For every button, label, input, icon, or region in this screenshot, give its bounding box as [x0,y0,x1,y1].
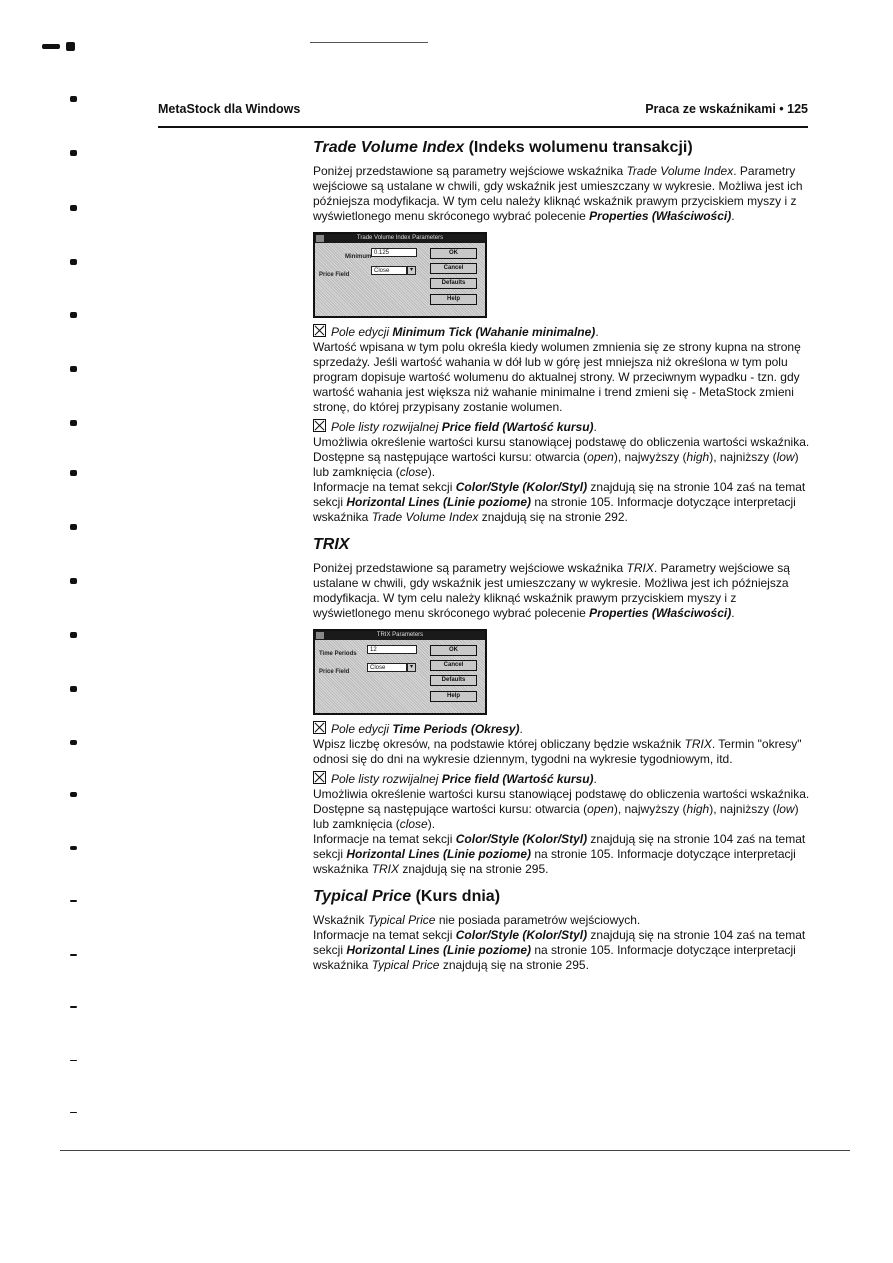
paragraph: Poniżej przedstawione są parametry wejściowe wskaźnika TRIX. Parametry wejściowe są ustalane w chwili, gdy wskaźnik jest umieszczany w wykresie. Możliwa jest ich późniejsza modyfikacja. W tym celu należy kliknąć wskaźnik prawym przyciskiem myszy i z wyświetlonego menu skróconego wybrać polecenie Properties (Właściwości). [313,561,790,620]
help-button[interactable]: Help [430,691,477,702]
scan-rule-bottom [60,1150,850,1151]
header-rule [158,126,808,128]
paragraph: Informacje na temat sekcji Color/Style (Kolor/Styl) znajdują się na stronie 104 zaś na temat sekcji Horizontal Lines (Linie poziome) na stronie 105. Informacje dotyczące interpretacji wskaźnika Typical Price znajdują się na stronie 295. [313,928,806,972]
chevron-down-icon[interactable]: ▾ [407,663,416,672]
time-periods-input[interactable]: 12 [367,645,417,654]
system-menu-icon [316,632,324,639]
field-heading-price-field: Pole listy rozwijalnej Price field (Wartość kursu). [313,419,810,435]
chevron-down-icon[interactable]: ▾ [407,266,416,275]
defaults-button[interactable]: Defaults [430,278,477,289]
price-field-select[interactable]: Close [367,663,407,672]
page-content [313,138,810,973]
paragraph: Umożliwia określenie wartości kursu stanowiącej podstawę do obliczenia wartości wskaźnika. Dostępne są następujące wartości kursu: otwarcia (open), najwyższy (high), najniższy (low) lub zamknięcia (close). [313,435,810,479]
paragraph: Wskaźnik Typical Price nie posiada parametrów wejściowych. [313,913,641,927]
paragraph: Informacje na temat sekcji Color/Style (Kolor/Styl) znajdują się na stronie 104 zaś na temat sekcji Horizontal Lines (Linie poziome) na stronie 105. Informacje dotyczące interpretacji wskaźnika Trade Volume Index znajdują się na stronie 292. [313,480,806,524]
label-minimum: Minimum [345,254,372,260]
dialog-titlebar: Trade Volume Index Parameters [315,234,485,243]
checkbox-icon [313,721,326,734]
trix-parameters-dialog [313,629,487,715]
label-price-field: Price Field [319,272,350,278]
checkbox-icon [313,324,326,337]
section-title-trix: TRIX [313,536,350,553]
checkbox-icon [313,771,326,784]
paragraph: Wartość wpisana w tym polu określa kiedy wolumen zmnienia się ze strony kupna na stronę sprzedaży. Jeśli wartość wahania w dół lub w górę jest mniejsza niż określona w tym polu program dopisuje wartość wolumenu do aktualnej strony. W przeciwnym wypadku - tzn. gdy wartość wahania jest większa niż wahanie minimalne i trend zmieni się - MetaStock zmieni stronę, do której przypisany zostanie wolumen. [313,340,801,414]
cancel-button[interactable]: Cancel [430,660,477,671]
running-header [158,102,808,116]
cancel-button[interactable]: Cancel [430,263,477,274]
binder-marks [0,0,100,1263]
ok-button[interactable]: OK [430,248,477,259]
system-menu-icon [316,235,324,242]
header-book-title: MetaStock dla Windows [158,102,301,116]
checkbox-icon [313,419,326,432]
paragraph: Informacje na temat sekcji Color/Style (Kolor/Styl) znajdują się na stronie 104 zaś na temat sekcji Horizontal Lines (Linie poziome) na stronie 105. Informacje dotyczące interpretacji wskaźnika TRIX znajdują się na stronie 295. [313,832,806,876]
price-field-select[interactable]: Close [371,266,407,275]
minimum-tick-input[interactable]: 0.125 [371,248,417,257]
defaults-button[interactable]: Defaults [430,675,477,686]
help-button[interactable]: Help [430,294,477,305]
section-title-trade-volume: Trade Volume Index (Indeks wolumenu transakcji) [313,139,693,156]
paragraph: Umożliwia określenie wartości kursu stanowiącej podstawę do obliczenia wartości wskaźnika. Dostępne są następujące wartości kursu: otwarcia (open), najwyższy (high), najniższy (low) lub zamknięcia (close). [313,787,810,831]
header-chapter-page: Praca ze wskaźnikami • 125 [645,102,808,116]
label-time-periods: Time Periods [319,651,357,657]
field-heading-minimum-tick: Pole edycji Minimum Tick (Wahanie minimalne). [313,324,810,340]
paragraph: Poniżej przedstawione są parametry wejściowe wskaźnika Trade Volume Index. Parametry wejściowe są ustalane w chwili, gdy wskaźnik jest umieszczany w wykresie. Możliwa jest ich późniejsza modyfikacja. W tym celu należy kliknąć wskaźnik prawym przyciskiem myszy i z wyświetlonego menu skróconego wybrać polecenie Properties (Właściwości). [313,164,803,223]
label-price-field: Price Field [319,669,350,675]
section-title-typical-price: Typical Price (Kurs dnia) [313,888,501,905]
scan-rule-top [310,42,428,43]
field-heading-price-field: Pole listy rozwijalnej Price field (Wartość kursu). [313,771,810,787]
trade-volume-parameters-dialog [313,232,487,318]
field-heading-time-periods: Pole edycji Time Periods (Okresy). [313,721,810,737]
paragraph: Wpisz liczbę okresów, na podstawie której obliczany będzie wskaźnik TRIX. Termin "okresy" odnosi się do dni na wykresie dziennym, tygodni na wykresie tygodniowym, itd. [313,737,802,766]
ok-button[interactable]: OK [430,645,477,656]
dialog-titlebar: TRIX Parameters [315,631,485,640]
